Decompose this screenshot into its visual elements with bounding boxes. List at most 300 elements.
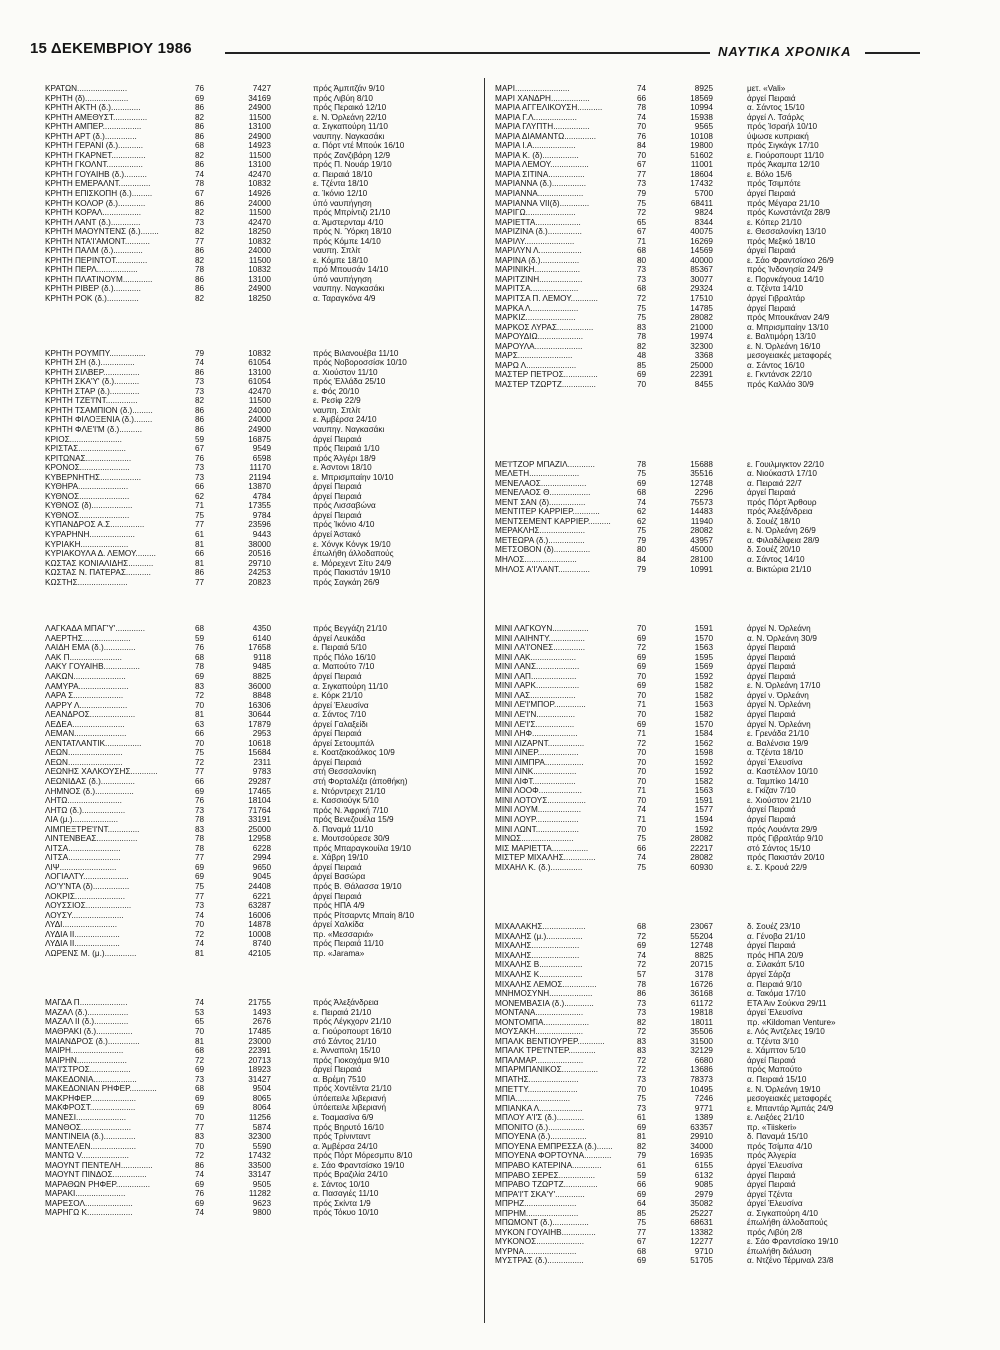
ship-row: [495, 256, 925, 266]
tonnage: 14569: [690, 246, 713, 256]
ship-name: ΜΙΣΤΕΡ ΜΙΧΑΛΗΣ..............: [495, 853, 596, 863]
ship-row: [45, 1027, 475, 1037]
column-divider: [484, 78, 485, 1323]
ship-status: ε. Ντόρντρεχτ 21/10: [313, 786, 386, 796]
ship-row: [495, 1199, 925, 1209]
build-year: 66: [195, 777, 205, 786]
ship-row: [45, 662, 475, 672]
ship-row: [45, 1132, 475, 1142]
ship-name: ΜΙΝΙ ΛΑΚ....................: [495, 652, 576, 662]
ship-name: ΜΙΧΑΛΗΣ.....................: [495, 950, 580, 960]
build-year: 78: [195, 179, 205, 189]
tonnage: 42470: [248, 217, 271, 227]
build-year: 70: [637, 379, 647, 389]
ship-status: πρός Βηρυτό 16/10: [313, 1122, 384, 1132]
tonnage: 63287: [248, 901, 271, 911]
ship-name: ΜΙΧΑΛΗΣ ΛΕΜΟΣ...............: [495, 979, 597, 989]
ship-name: ΜΙΝΙ ΛΗΦ....................: [495, 729, 578, 739]
build-year: 83: [637, 322, 647, 332]
ship-name: ΜΙΧΑΛΗΣ Κ...................: [495, 970, 583, 980]
tonnage: 14878: [248, 920, 271, 930]
ship-status: ε. Σ. Κρουά 22/9: [747, 862, 807, 872]
ship-status: πρός Πόρτ Μόρεσμπυ 8/10: [313, 1151, 413, 1161]
tonnage: 16726: [690, 979, 713, 989]
build-year: 66: [637, 843, 647, 853]
tonnage: 78373: [690, 1075, 713, 1085]
ship-name: ΜΕΛΕΤΗ......................: [495, 469, 580, 479]
ship-status: πρός Χοντέϊντα 21/10: [313, 1084, 392, 1094]
ship-status: ε. Θεσσαλονίκη 13/10: [747, 227, 826, 237]
ship-name: ΚΡΗΤΗ ΣΙΛΒΕΡ................: [45, 367, 140, 377]
ship-name: ΜΙΝΙ ΛΙΜΠΡΑ.................: [495, 757, 584, 767]
ship-name: ΜΠΡΗΖ.......................: [495, 1199, 577, 1209]
build-year: 81: [195, 1036, 205, 1046]
tonnage: 1584: [694, 729, 713, 739]
build-year: 70: [637, 709, 647, 719]
build-year: 78: [637, 979, 647, 989]
ship-name: ΚΡΗΤΗ ΠΕΡΛ..................: [45, 265, 138, 275]
tonnage: 4350: [252, 624, 271, 634]
build-year: 68: [637, 488, 647, 498]
ship-status: ύψωσε κυπριακή: [747, 131, 809, 141]
tonnage: 10832: [248, 348, 271, 358]
build-year: 78: [195, 662, 205, 672]
ship-status: α. Καστέλλον 10/10: [747, 767, 818, 777]
build-year: 74: [637, 853, 647, 863]
ship-row: [45, 492, 475, 502]
build-year: 67: [637, 227, 647, 237]
ship-row: [45, 1142, 475, 1152]
tonnage: 2676: [252, 1017, 271, 1027]
ship-status: α. Ν. Όρλεάνη 30/9: [747, 633, 817, 643]
tonnage: 1570: [694, 633, 713, 643]
build-year: 86: [195, 246, 205, 256]
ship-status: πρός Λέγκχορν 21/10: [313, 1017, 392, 1027]
ship-status: άργεί Πειραιά: [747, 303, 796, 313]
ship-name: ΚΡΙΣΤΑΣ.....................: [45, 444, 126, 454]
build-year: 82: [195, 150, 205, 160]
tonnage: 6221: [252, 891, 271, 901]
ship-block: [45, 84, 475, 304]
build-year: 86: [195, 198, 205, 208]
ship-status: πρός Β. Θάλασσα 19/10: [313, 882, 402, 892]
ship-status: δ. Σουέζ 20/10: [747, 545, 801, 555]
ship-row: [45, 520, 475, 530]
tonnage: 30644: [248, 710, 271, 720]
build-year: 73: [195, 1074, 205, 1084]
build-year: 70: [637, 690, 647, 700]
tonnage: 28100: [690, 554, 713, 564]
ship-row: [495, 653, 925, 663]
build-year: 53: [195, 1007, 205, 1017]
ship-status: πρός Π. Νουάρ 19/10: [313, 160, 392, 170]
ship-status: άργεί Έλευσίνα: [747, 757, 803, 767]
ship-name: ΜΙΝΙ ΛΩΝΤ...................: [495, 824, 579, 834]
ship-row: [495, 536, 925, 546]
tonnage: 18923: [248, 1065, 271, 1075]
build-year: 79: [195, 348, 205, 358]
ship-status: πρός Βιλανουέβα 11/10: [313, 348, 399, 358]
tonnage: 19974: [690, 332, 713, 342]
tonnage: 29324: [690, 284, 713, 294]
ship-row: [45, 920, 475, 930]
ship-name: ΜΑΡΩ Λ......................: [495, 360, 577, 370]
ship-name: ΜΥΚΟΝ ΓΟΥΑΙΗΒ...............: [495, 1227, 596, 1237]
tonnage: 24900: [248, 424, 271, 434]
ship-status: πρός Νοβοροσσίσκ 10/10: [313, 358, 407, 368]
ship-row: [495, 999, 925, 1009]
build-year: 86: [195, 568, 205, 578]
ship-status: ε. Μουτσούρεσε 30/9: [313, 834, 390, 844]
ship-row: [45, 463, 475, 473]
ship-name: ΜΠΙΑΝΚΑ Λ...................: [495, 1103, 583, 1113]
ship-row: [495, 208, 925, 218]
ship-status: μεσογειακές μεταφορές: [747, 1094, 832, 1104]
block-gap: [495, 390, 925, 460]
build-year: 70: [637, 795, 647, 805]
ship-name: ΜΕΝΤΙΤΕΡ ΚΑΡΡΙΕΡ............: [495, 507, 600, 517]
ship-row: [45, 294, 475, 304]
tonnage: 22217: [690, 843, 713, 853]
tonnage: 11500: [248, 396, 271, 406]
tonnage: 8825: [694, 950, 713, 960]
ship-status: άργεί Πειραιά: [313, 482, 362, 492]
tonnage: 30077: [690, 274, 713, 284]
tonnage: 42470: [248, 386, 271, 396]
tonnage: 11500: [248, 112, 271, 122]
build-year: 77: [195, 577, 205, 587]
ship-status: πρός Σιγκάγκ 17/10: [747, 141, 819, 151]
tonnage: 9505: [252, 1179, 271, 1189]
ship-row: [495, 1171, 925, 1181]
build-year: 70: [637, 624, 647, 634]
ship-row: [45, 265, 475, 275]
ship-row: [495, 748, 925, 758]
ship-row: [495, 179, 925, 189]
tonnage: 32300: [248, 1132, 271, 1142]
ship-status: άργεί Πειραιά: [747, 189, 796, 199]
ship-status: ναυπηγ. Ναγκασάκι: [313, 131, 385, 141]
build-year: 74: [637, 84, 647, 93]
ship-status: ε. Σάο Φραντσίσκο 19/10: [313, 1160, 405, 1170]
tonnage: 2953: [252, 729, 271, 739]
build-year: 82: [195, 208, 205, 218]
tonnage: 22391: [690, 370, 713, 380]
ship-status: άργεί Έλευσίνα: [747, 1160, 803, 1170]
build-year: 64: [637, 1199, 647, 1209]
ship-row: [495, 380, 925, 390]
tonnage: 7427: [252, 84, 271, 93]
ship-name: ΜΠΛΟΥ Α'Ι'Σ (δ.)............: [495, 1113, 585, 1123]
build-year: 69: [195, 93, 205, 103]
ship-status: ε. Βαλτιμόρη 13/10: [747, 332, 816, 342]
build-year: 82: [195, 227, 205, 237]
ship-row: [495, 361, 925, 371]
tonnage: 16935: [690, 1151, 713, 1161]
tonnage: 31500: [690, 1036, 713, 1046]
tonnage: 6680: [694, 1055, 713, 1065]
build-year: 81: [637, 1132, 647, 1142]
build-year: 69: [637, 719, 647, 729]
ship-name: ΜΙΝΙ ΛΕ'Ι'Σ.................: [495, 719, 575, 729]
ship-row: [45, 1103, 475, 1113]
ship-row: [45, 103, 475, 113]
ship-name: ΜΑΡΙΑ Ι.Α...................: [495, 141, 576, 151]
tonnage: 17465: [248, 786, 271, 796]
build-year: 77: [637, 1227, 647, 1237]
build-year: 75: [637, 469, 647, 479]
build-year: 80: [637, 255, 647, 265]
ship-name: ΜΑ'Ι'ΣΤΡΟΣ..................: [45, 1065, 131, 1075]
build-year: 74: [637, 805, 647, 815]
tonnage: 38000: [248, 539, 271, 549]
ship-row: [495, 951, 925, 961]
ship-row: [45, 377, 475, 387]
build-year: 67: [195, 189, 205, 199]
ship-name: ΛΗΜΝΟΣ (δ.).................: [45, 786, 134, 796]
build-year: 78: [195, 815, 205, 825]
ship-name: ΜΑΡΚΑ Λ.....................: [495, 303, 579, 313]
ship-status: πρός ΗΠΑ 20/9: [747, 950, 804, 960]
build-year: 79: [637, 535, 647, 545]
ship-row: [495, 634, 925, 644]
tonnage: 9650: [252, 862, 271, 872]
ship-status: ε. Ν. Όρλεάνη 26/9: [747, 526, 816, 536]
build-year: 84: [637, 554, 647, 564]
build-year: 69: [195, 872, 205, 882]
ship-status: πρός Λισσαβώνα: [313, 501, 376, 511]
ship-status: ε. Ρεσίφ 22/9: [313, 396, 361, 406]
build-year: 69: [195, 671, 205, 681]
ship-row: [45, 141, 475, 151]
ship-row: [45, 1075, 475, 1085]
ship-status: άργεί Βασώρα: [313, 872, 366, 882]
ship-name: ΜΑΚΦΡΟΣΤ....................: [45, 1103, 136, 1113]
tonnage: 61054: [248, 358, 271, 368]
build-year: 68: [637, 246, 647, 256]
ship-status: άργεί Σετουμπάλ: [313, 738, 375, 748]
ship-name: ΚΡΗΤΗ ΑΜΠΕΡ.................: [45, 122, 142, 132]
ship-name: ΜΑΡΚΟΣ ΛΥΡΑΣ................: [495, 322, 594, 332]
tonnage: 9045: [252, 872, 271, 882]
ship-name: ΜΑΡΙΛΥ......................: [495, 236, 575, 246]
tonnage: 16306: [248, 700, 271, 710]
ship-name: ΜΠΑΛΜΑΡ.....................: [495, 1055, 584, 1065]
ship-status: πρός Μέγαρα 21/10: [747, 198, 820, 208]
tonnage: 11500: [248, 208, 271, 218]
ship-name: ΚΡΟΝΟΣ......................: [45, 463, 130, 473]
build-year: 71: [637, 729, 647, 739]
build-year: 62: [637, 507, 647, 517]
build-year: 73: [637, 1075, 647, 1085]
tonnage: 51705: [690, 1256, 713, 1266]
ship-row: [45, 132, 475, 142]
tonnage: 18569: [690, 93, 713, 103]
ship-row: [45, 701, 475, 711]
tonnage: 18604: [690, 169, 713, 179]
ship-name: ΜΑΡΟΥΛΑ.....................: [495, 341, 583, 351]
ship-name: ΚΡΑΤΩΝ......................: [45, 84, 128, 93]
tonnage: 9710: [694, 1246, 713, 1256]
ship-status: ύπό ναυπήγηση: [313, 274, 372, 284]
ship-row: [495, 1237, 925, 1247]
build-year: 59: [195, 434, 205, 444]
ship-status: πρός Άλγέρι 18/9: [313, 453, 376, 463]
ship-name: ΜΑΡΙ........................: [495, 84, 570, 93]
ship-name: ΚΩΣΤΑΣ Ν. ΠΑΤΕΡΑΣ...........: [45, 568, 151, 578]
build-year: 86: [195, 274, 205, 284]
tonnage: 6155: [694, 1160, 713, 1170]
ship-row: [495, 332, 925, 342]
ship-row: [45, 872, 475, 882]
ship-row: [495, 545, 925, 555]
ship-status: ύπόειτειλε λιβεριανή: [313, 1103, 386, 1113]
ship-row: [495, 643, 925, 653]
ship-row: [495, 284, 925, 294]
build-year: 73: [637, 179, 647, 189]
tonnage: 20516: [248, 549, 271, 559]
tonnage: 16875: [248, 434, 271, 444]
tonnage: 7246: [694, 1094, 713, 1104]
tonnage: 17485: [248, 1027, 271, 1037]
ship-status: πρός Γιβραλτάρ 9/10: [747, 834, 823, 844]
build-year: 67: [195, 444, 205, 454]
ship-name: ΚΡΗΤΗ ΓΚΑΡΝΕΤ...............: [45, 150, 146, 160]
ship-row: [45, 748, 475, 758]
build-year: 74: [195, 358, 205, 368]
ship-name: ΜΑΡΙΑΝΝΑ....................: [495, 189, 584, 199]
build-year: 69: [195, 1093, 205, 1103]
tonnage: 24408: [248, 882, 271, 892]
ship-row: [495, 199, 925, 209]
tonnage: 10832: [248, 265, 271, 275]
ship-name: ΜΙΝΙ ΛΑΡΚ...................: [495, 681, 580, 691]
build-year: 69: [637, 681, 647, 691]
ship-row: [495, 1104, 925, 1114]
build-year: 83: [195, 681, 205, 691]
build-year: 86: [195, 405, 205, 415]
ship-row: [45, 559, 475, 569]
ship-name: ΜΑΟΥΝΤ ΠΕΝΤΕΛΗ..............: [45, 1160, 153, 1170]
ship-name: ΚΡΗΤΗ ΓΚΟΛΝΤ................: [45, 160, 143, 170]
ship-name: ΚΡΙΟΣ.......................: [45, 434, 122, 444]
ship-status: α. Μπρισμπαίην 13/10: [747, 322, 829, 332]
ship-status: μετ. «Vali»: [747, 84, 786, 93]
ship-row: [45, 237, 475, 247]
ship-status: α. Ταραγκόνα 4/9: [313, 294, 376, 304]
build-year: 69: [195, 1103, 205, 1113]
tonnage: 18104: [248, 796, 271, 806]
ship-row: [45, 482, 475, 492]
ship-status: ε. Πειραιά 21/10: [313, 1007, 372, 1017]
ship-row: [495, 1046, 925, 1056]
ship-status: α. Σιλακάπ 5/10: [747, 960, 805, 970]
tonnage: 63357: [690, 1122, 713, 1132]
ship-status: α. Σιγκαπούρη 11/10: [313, 681, 388, 691]
build-year: 73: [637, 998, 647, 1008]
ship-name: ΜΠΕΤΤΥ......................: [495, 1084, 578, 1094]
build-year: 68: [195, 1046, 205, 1056]
tonnage: 11940: [690, 516, 713, 526]
ship-name: ΜΑΡΑΚΙ......................: [45, 1189, 126, 1199]
ship-status: ε. Φός 20/10: [313, 386, 359, 396]
ship-row: [45, 882, 475, 892]
tonnage: 20823: [248, 577, 271, 587]
ship-row: [495, 507, 925, 517]
tonnage: 1582: [694, 690, 713, 700]
tonnage: 8925: [694, 84, 713, 93]
ship-status: ε. Μπρισμπαίην 10/10: [313, 472, 394, 482]
ship-status: α. Μαπούτο 7/10: [313, 662, 375, 672]
ship-row: [45, 151, 475, 161]
tonnage: 1598: [694, 748, 713, 758]
header-rule-right: [865, 52, 920, 54]
tonnage: 35082: [690, 1199, 713, 1209]
ship-name: ΜΑΡΙΓΩ......................: [495, 208, 576, 218]
ship-row: [495, 1027, 925, 1037]
tonnage: 9783: [252, 767, 271, 777]
ship-name: ΜΙΝΙ ΛΕ'Ι'Ν.................: [495, 709, 576, 719]
ship-name: ΛΑΕΡΤΗΣ.....................: [45, 633, 131, 643]
tonnage: 1570: [694, 719, 713, 729]
ship-row: [495, 720, 925, 730]
build-year: 81: [195, 710, 205, 720]
build-year: 63: [195, 719, 205, 729]
tonnage: 20715: [690, 960, 713, 970]
ship-status: άργεί Πειραιά: [313, 671, 362, 681]
tonnage: 24000: [248, 246, 271, 256]
build-year: 85: [637, 360, 647, 370]
ship-row: [495, 729, 925, 739]
tonnage: 28082: [690, 834, 713, 844]
ship-name: ΚΡΗΤΗ ΑΚΤΗ (δ.).............: [45, 103, 141, 113]
ship-name: ΛΙΜΠΕΞΤΡΕ'Ι'ΝΤ..............: [45, 824, 140, 834]
build-year: 71: [195, 501, 205, 511]
ship-name: ΚΥΒΕΡΝΗΤΗΣ..................: [45, 472, 142, 482]
tonnage: 24900: [248, 284, 271, 294]
ship-status: ε. Γρενάδα 21/10: [747, 729, 809, 739]
ship-status: πρός Περαικό 12/10: [313, 103, 387, 113]
tonnage: 1563: [694, 643, 713, 653]
tonnage: 35506: [690, 1027, 713, 1037]
ship-name: ΚΡΙΤΩΝΑΣ....................: [45, 453, 132, 463]
tonnage: 16006: [248, 910, 271, 920]
tonnage: 13100: [248, 160, 271, 170]
ship-name: ΜΙΝΙ ΛΟΥΜ...................: [495, 805, 582, 815]
build-year: 70: [637, 776, 647, 786]
build-year: 72: [637, 1065, 647, 1075]
ship-row: [495, 170, 925, 180]
ship-row: [45, 998, 475, 1008]
tonnage: 33147: [248, 1170, 271, 1180]
ship-name: ΜΙΝΙ ΛΙΦΤ...................: [495, 776, 576, 786]
build-year: 66: [637, 1180, 647, 1190]
publication-title: ΝΑΥΤΙΚΑ ΧΡΟΝΙΚΑ: [710, 44, 860, 59]
tonnage: 8064: [252, 1103, 271, 1113]
ship-name: ΚΡΗΤΗ ΡΟΚ (δ.)..............: [45, 294, 139, 304]
ship-name: ΚΡΗΤΗ ΦΛΕ'Ι'Μ (δ.)..........: [45, 424, 143, 434]
ship-status: στό Σάντος 21/10: [313, 1036, 377, 1046]
ship-status: πρός Ν. Άφρική 7/10: [313, 805, 389, 815]
tonnage: 13870: [248, 482, 271, 492]
ship-name: ΚΡΗΤΗ (δ)...................: [45, 93, 129, 103]
ship-status: πρός Κωνστάντζα 28/9: [747, 208, 831, 218]
ship-name: ΜΑΓΔΑ Π.....................: [45, 998, 128, 1008]
ship-row: [495, 555, 925, 565]
ship-block: [495, 624, 925, 872]
ship-row: [495, 342, 925, 352]
ship-status: πρός Ίνδονησία 24/9: [747, 265, 823, 275]
